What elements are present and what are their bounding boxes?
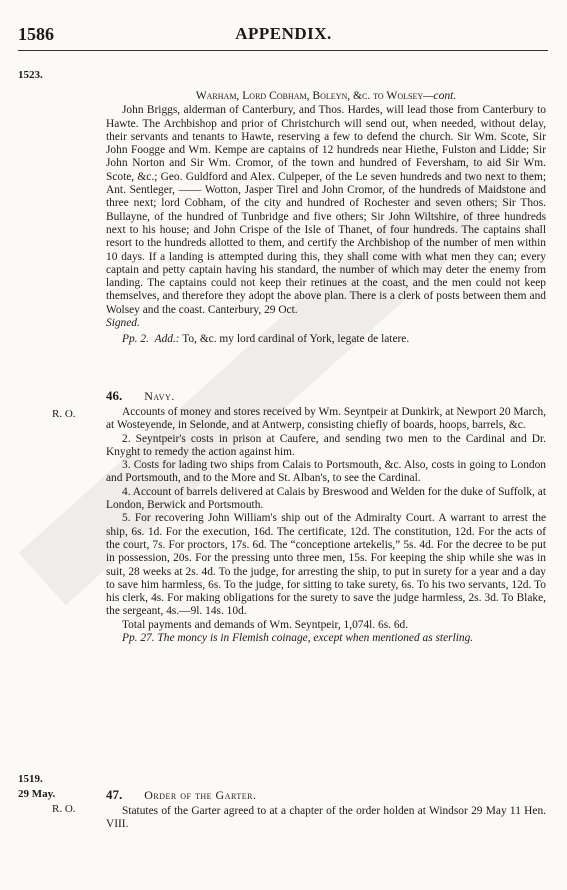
margin-ref-ro-46: R. O. (52, 408, 76, 420)
pp-label: Pp. 2. (122, 333, 149, 346)
header-rule (18, 50, 548, 51)
section-garter (106, 805, 546, 832)
letter-heading (106, 89, 546, 102)
navy-p1: Accounts of money and stores received by Wm. Seyntpeir at Dunkirk, at Newport 20 March, at Wosteyende, in Selonde, and at Antwerp, consisting chiefly of boards, hoops, barrels, &c. (106, 406, 546, 432)
margin-year-1523: 1523. (18, 69, 43, 81)
entry-number-46: 46. (106, 388, 123, 403)
running-title: APPENDIX. (235, 24, 332, 43)
signed-note: Signed. (106, 317, 140, 330)
entry-47-head (106, 787, 546, 803)
entry-46-head (106, 388, 546, 404)
entry-title-garter: Order of the Garter. (144, 788, 257, 802)
navy-pp-note: Pp. 27. The moncy is in Flemish coinage, except when mentioned as sterling. (122, 632, 474, 645)
navy-p3: 3. Costs for lading two ships from Calais to Portsmouth, &c. Also, costs in going to London and Portsmouth, and to the More and St. Alban's, to see the Cardinal. (106, 459, 546, 485)
navy-p5: 5. For recovering John William's ship out of the Admiralty Court. A warrant to arrest the ship, 6s. 1d. For the execution, 16d. The certificate, 12d. The constitution, 12d. For the acts of the court, 7s. For proctors, 17s. 6d. The “conceptione artekelis,” 5s. 4d. For the decree to be put in possession, 20s. For the pressing unto three men, 15s. For keeping the ship while she was in suit, 28 weeks at 2s. 4d. To the judge, for arresting the ship, to put in surety for a year and a day to save him harmless, 6s. To the judge, for sitting to take surety, 6s. To his two servants, 12d. To his clerk, 4s. For making obligations for the surety to save the judge harmless, 2s. 3d. To Blake, the sergeant, 4s.—9l. 14s. 10d. (106, 512, 546, 618)
garter-text: Statutes of the Garter agreed to at a chapter of the order holden at Windsor 29 May 11 Hen. VIII. (106, 805, 546, 831)
letter-body: John Briggs, alderman of Canterbury, and Thos. Hardes, will lead those from Canterbury to Hawte. The Archbishop and prior of Christchurch will send out, when needed, without delay, their servants and tenants to Hawte, reserving a few to defend the church. Sir Wm. Scote, Sir John Foogge and Wm. Kempe are captains of 12 hundreds near Hiethe, Fulston and Lidde; Sir John Norton and Sir Wm. Cromor, of the town and hundred of Feversham, to aid Sir Wm. Scote, &c.; Geo. Guldford and Alex. Culpeper, of the Le seven hundreds and two next to them; Ant. Sentleger, —— Wotton, Jasper Tirel and John Cromor, of the hundreds of Maidstone and three next; lord Cobham, of the city and hundred of Rochester and seven others; Sir Thos. Bullayne, of the hundred of Tunbridge and five others; Sir John Wiltshire, of three hundreds next to his house; and John Crispe of the Isle of Thanet, of four hundreds. The captains shall resort to the hundreds allotted to them, and certify the Archbishop of the number of men within 10 days. If a landing is attempted during this, they shall come with what men they can; every captain and petty captain having his standard, the number of which may deter the enemy from landing. The captains could not keep their retinues at the coast, and the men could not keep themselves, and therefore they adopt the above plan. There is a clerk of posts between them and Wolsey and the coast. Canterbury, 29 Oct. (106, 104, 546, 316)
navy-p2: 2. Seyntpeir's costs in prison at Caufere, and sending two men to the Cardinal and Dr. Knyght to remedy the action against him. (106, 432, 546, 458)
margin-year-1519: 1519. (18, 773, 43, 785)
section-warham-letter (106, 89, 546, 347)
letter-heading-cont: —cont. (423, 89, 457, 102)
section-navy (106, 406, 546, 645)
add-label: Add.: (154, 333, 180, 346)
page-number: 1586 (18, 24, 54, 44)
margin-ref-ro-47: R. O. (52, 803, 76, 815)
entry-number-47: 47. (106, 787, 123, 802)
add-text: To, &c. my lord cardinal of York, legate de latere. (182, 333, 410, 346)
margin-date-29-may: 29 May. (18, 788, 56, 800)
navy-p4: 4. Account of barrels delivered at Calais by Breswood and Welden for the duke of Suffolk, at London, Berwick and Portsmouth. (106, 485, 546, 512)
entry-title-navy: Navy. (144, 389, 175, 403)
letter-heading-text: Warham, Lord Cobham, Boleyn, &c. to Wolsey (195, 89, 424, 102)
navy-p6: Total payments and demands of Wm. Seyntpeir, 1,074l. 6s. 6d. (122, 618, 409, 631)
pp-add-line (106, 333, 546, 346)
